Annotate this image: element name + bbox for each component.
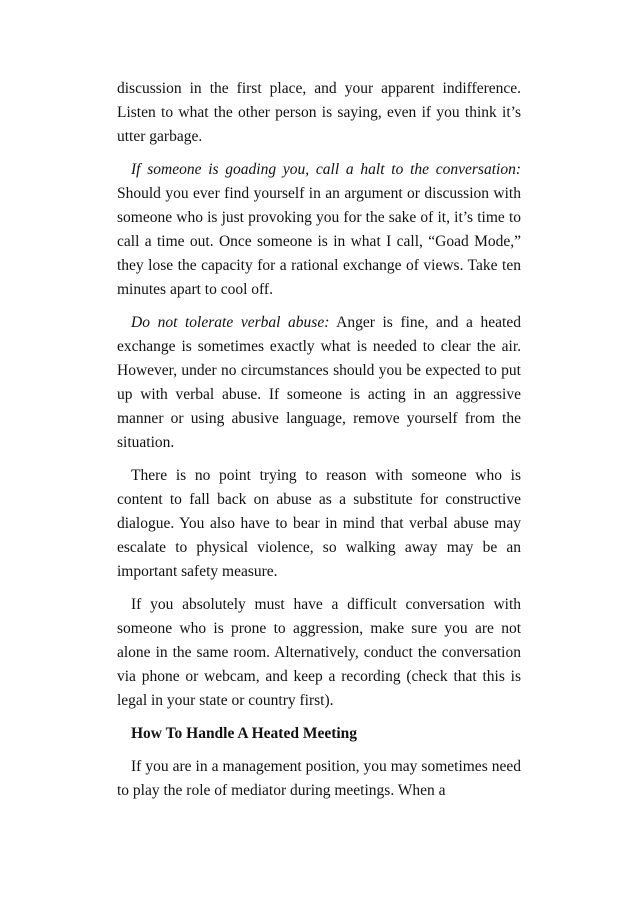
paragraph-continuation: [117, 77, 521, 149]
paragraph-text: Should you ever find yourself in an argument or discussion with someone who is just provoking you for the sake of it, it’s time to call a time out. Once someone is in what I call, “Goad Mode,” they lose the capacity for a rational exchange of views. Take ten minutes apart to cool off.: [117, 185, 521, 298]
paragraph-goading: [117, 158, 521, 302]
paragraph-no-point: [117, 464, 521, 584]
paragraph-lead: Do not tolerate verbal abuse:: [131, 314, 330, 331]
paragraph-text: There is no point trying to reason with someone who is content to fall back on abuse as a substitute for constructive dialogue. You also have to bear in mind that verbal abuse may escalate to physical violence, so walking away may be an important safety measure.: [117, 467, 521, 580]
paragraph-text: If you are in a management position, you may sometimes need to play the role of mediator during meetings. When a: [117, 758, 521, 799]
document-page: [117, 77, 521, 812]
paragraph-text: discussion in the first place, and your apparent indifference. Listen to what the other person is saying, even if you think it’s utter garbage.: [117, 80, 521, 145]
paragraph-lead: If someone is goading you, call a halt to the conversation:: [131, 161, 521, 178]
paragraph-aggression: [117, 593, 521, 713]
paragraph-text: Anger is fine, and a heated exchange is sometimes exactly what is needed to clear the air. However, under no circumstances should you be expected to put up with verbal abuse. If someone is acting in an aggressive manner or using abusive language, remove yourself from the situation.: [117, 314, 521, 451]
paragraph-verbal-abuse: [117, 311, 521, 455]
paragraph-text: If you absolutely must have a difficult conversation with someone who is prone to aggression, make sure you are not alone in the same room. Alternatively, conduct the conversation via phone or webcam, and keep a recording (check that this is legal in your state or country first).: [117, 596, 521, 709]
section-heading: How To Handle A Heated Meeting: [131, 725, 358, 742]
paragraph-management: [117, 755, 521, 803]
